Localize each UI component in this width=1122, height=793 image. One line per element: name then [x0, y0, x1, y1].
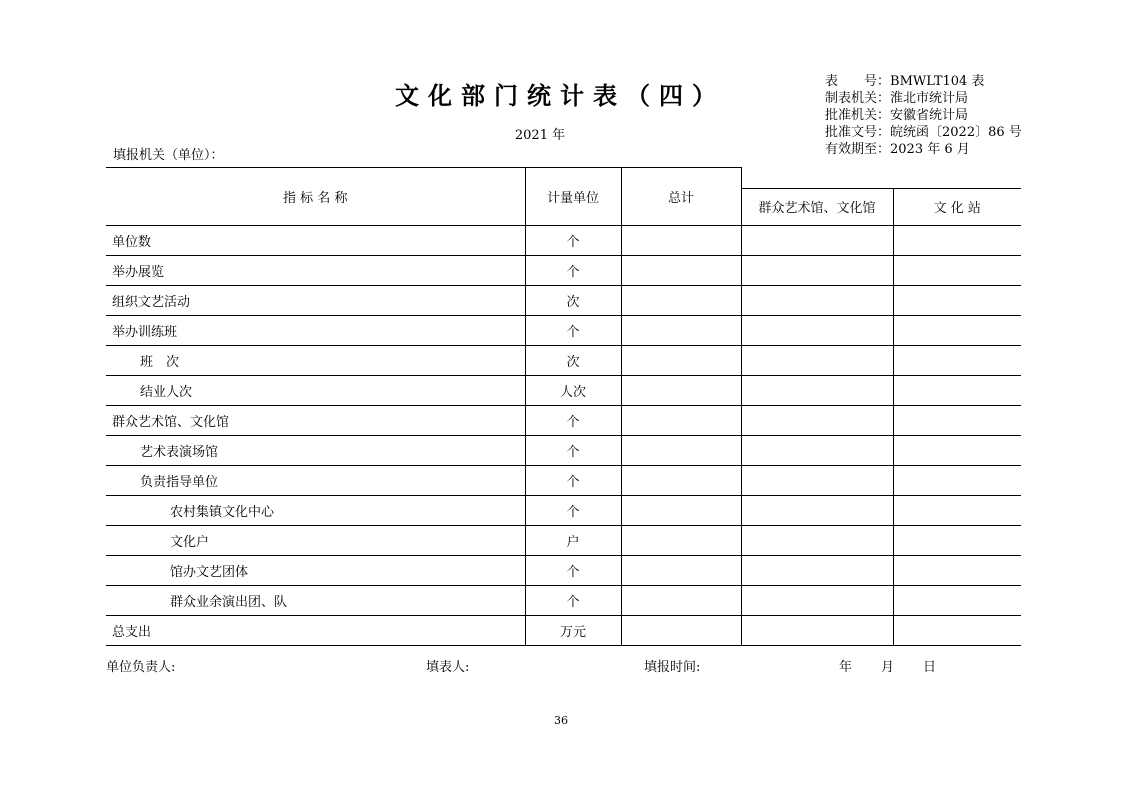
cell-col-b[interactable]: [893, 285, 1021, 315]
row-name: 农村集镇文化中心: [106, 495, 525, 525]
cell-col-a[interactable]: [741, 555, 893, 585]
table-row: [106, 375, 1021, 405]
table-row: [106, 465, 1021, 495]
footer-time-label: 填报时间:: [644, 660, 701, 675]
cell-total[interactable]: [621, 315, 741, 345]
row-name: 举办训练班: [106, 315, 525, 345]
cell-col-b[interactable]: [893, 615, 1021, 645]
footer-day: 日: [923, 660, 937, 675]
cell-col-a[interactable]: [741, 525, 893, 555]
cell-total[interactable]: [621, 375, 741, 405]
row-unit: 户: [525, 525, 621, 555]
row-name: 结业人次: [106, 375, 525, 405]
footer-filler-label: 填表人:: [426, 660, 470, 675]
cell-col-a[interactable]: [741, 315, 893, 345]
row-unit: 个: [525, 315, 621, 345]
cell-col-a[interactable]: [741, 495, 893, 525]
cell-col-b[interactable]: [893, 315, 1021, 345]
row-name: 举办展览: [106, 255, 525, 285]
table-row: [106, 225, 1021, 255]
meta-row-approver: 批准机关：安徽省统计局: [825, 108, 969, 123]
row-unit: 个: [525, 435, 621, 465]
cell-total[interactable]: [621, 405, 741, 435]
cell-col-b[interactable]: [893, 405, 1021, 435]
table-row: [106, 555, 1021, 585]
row-name: 馆办文艺团体: [106, 555, 525, 585]
cell-total[interactable]: [621, 555, 741, 585]
page-number: 36: [554, 714, 568, 727]
cell-total[interactable]: [621, 525, 741, 555]
row-name: 组织文艺活动: [106, 285, 525, 315]
row-name: 班 次: [106, 345, 525, 375]
cell-col-a[interactable]: [741, 375, 893, 405]
row-unit: 次: [525, 345, 621, 375]
table-row: [106, 435, 1021, 465]
footer-year: 年: [839, 660, 853, 675]
row-unit: 次: [525, 285, 621, 315]
table-row: [106, 495, 1021, 525]
report-year: 2021 年: [514, 128, 566, 143]
form-meta: [825, 73, 1022, 158]
table-row: [106, 345, 1021, 375]
cell-col-b[interactable]: [893, 375, 1021, 405]
table-row: [106, 405, 1021, 435]
table-row: [106, 285, 1021, 315]
row-name: 群众艺术馆、文化馆: [106, 405, 525, 435]
cell-total[interactable]: [621, 345, 741, 375]
row-name: 单位数: [106, 225, 525, 255]
cell-total[interactable]: [621, 435, 741, 465]
cell-col-b[interactable]: [893, 225, 1021, 255]
cell-col-a[interactable]: [741, 285, 893, 315]
cell-total[interactable]: [621, 255, 741, 285]
table-row: [106, 585, 1021, 615]
header-col-b: 文 化 站: [893, 188, 1021, 225]
footer-month: 月: [881, 660, 895, 675]
header-name: 指 标 名 称: [106, 168, 525, 226]
row-name: 总支出: [106, 615, 525, 645]
cell-col-b[interactable]: [893, 555, 1021, 585]
cell-col-a[interactable]: [741, 255, 893, 285]
page-title: 文化部门统计表（四）: [395, 81, 725, 110]
cell-col-a[interactable]: [741, 465, 893, 495]
table-row: [106, 615, 1021, 645]
row-unit: 万元: [525, 615, 621, 645]
row-unit: 个: [525, 585, 621, 615]
header-total: 总计: [621, 168, 741, 226]
cell-col-b[interactable]: [893, 495, 1021, 525]
row-unit: 人次: [525, 375, 621, 405]
cell-col-b[interactable]: [893, 465, 1021, 495]
row-name: 负责指导单位: [106, 465, 525, 495]
meta-row-valid-until: 有效期至：2023 年 6 月: [825, 142, 970, 157]
meta-row-approval-no: 批准文号：皖统函〔2022〕86 号: [825, 125, 1022, 140]
table-row: [106, 525, 1021, 555]
header-unit: 计量单位: [525, 168, 621, 226]
cell-total[interactable]: [621, 285, 741, 315]
row-unit: 个: [525, 495, 621, 525]
cell-col-b[interactable]: [893, 525, 1021, 555]
header-gap: [893, 168, 1021, 189]
row-unit: 个: [525, 225, 621, 255]
table-row: [106, 315, 1021, 345]
footer-head-label: 单位负责人:: [106, 660, 176, 675]
row-unit: 个: [525, 255, 621, 285]
row-name: 群众业余演出团、队: [106, 585, 525, 615]
cell-total[interactable]: [621, 225, 741, 255]
cell-total[interactable]: [621, 585, 741, 615]
cell-col-b[interactable]: [893, 585, 1021, 615]
meta-row-issuer: 制表机关：淮北市统计局: [825, 91, 969, 106]
cell-col-a[interactable]: [741, 345, 893, 375]
stats-table: [106, 167, 1021, 646]
header-col-a: 群众艺术馆、文化馆: [741, 188, 893, 225]
cell-col-a[interactable]: [741, 585, 893, 615]
cell-col-b[interactable]: [893, 345, 1021, 375]
row-unit: 个: [525, 405, 621, 435]
cell-total[interactable]: [621, 615, 741, 645]
table-row: [106, 255, 1021, 285]
cell-col-a[interactable]: [741, 435, 893, 465]
cell-col-b[interactable]: [893, 255, 1021, 285]
row-name: 文化户: [106, 525, 525, 555]
row-name: 艺术表演场馆: [106, 435, 525, 465]
cell-col-a[interactable]: [741, 615, 893, 645]
row-unit: 个: [525, 465, 621, 495]
header-gap: [741, 168, 893, 189]
cell-col-a[interactable]: [741, 405, 893, 435]
signature-footer: [106, 656, 1021, 674]
filler-org-label: 填报机关（单位）：: [113, 148, 224, 163]
meta-row-form-no: 表 号：BMWLT104 表: [825, 74, 985, 89]
cell-total[interactable]: [621, 465, 741, 495]
cell-col-b[interactable]: [893, 435, 1021, 465]
cell-col-a[interactable]: [741, 225, 893, 255]
row-unit: 个: [525, 555, 621, 585]
cell-total[interactable]: [621, 495, 741, 525]
